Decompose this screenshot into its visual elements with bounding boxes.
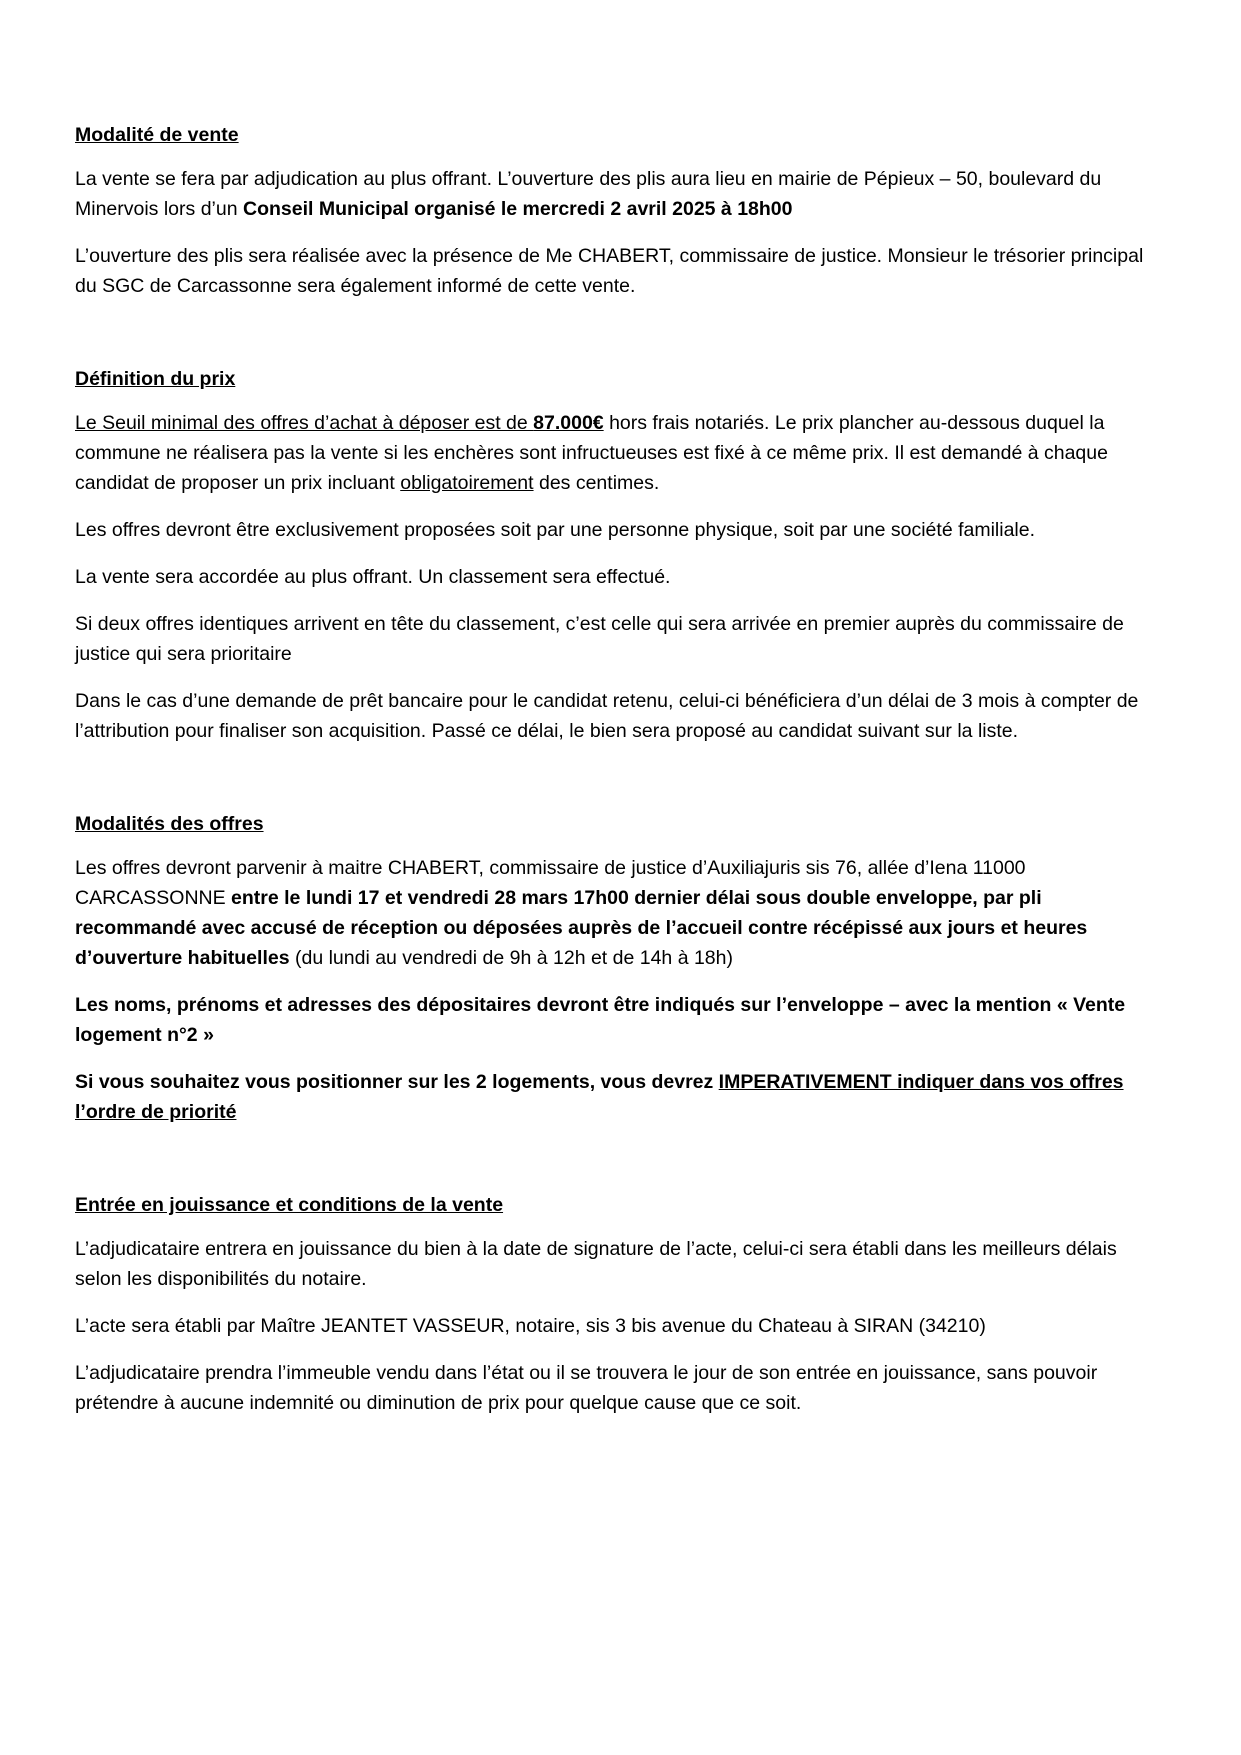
paragraph [75,408,1165,498]
document-body [75,120,1165,1435]
minimum-price: 87.000€ [533,412,604,434]
paragraph: L’adjudicataire prendra l’immeuble vendu dans l’état ou il se trouvera le jour de son entrée en jouissance, sans pouvoir prétendre à aucune indemnité ou diminution de prix pour quelque cause que ce soit. [75,1362,1098,1414]
section-heading: Modalité de vente [75,124,239,146]
underlined-text [75,412,604,434]
paragraph: L’adjudicataire entrera en jouissance du bien à la date de signature de l’acte, celui-ci sera établi dans les meilleurs délais selon les disponibilités du notaire. [75,1238,1117,1290]
section-heading: Définition du prix [75,368,236,390]
underlined-text: IMPERATIVEMENT indiquer dans vos offres l’ordre de priorité [75,1071,1124,1123]
bold-text: entre le lundi 17 et vendredi 28 mars 17h00 dernier délai sous double enveloppe, par pli recommandé avec accusé de réception ou déposées auprès de l’accueil contre récépissé aux jours et heures d’ouverture habituelles [75,887,1088,969]
paragraph: La vente sera accordée au plus offrant. Un classement sera effectué. [75,566,671,588]
section-jouissance [75,1190,1165,1418]
text-run: Les offres devront parvenir à maitre CHABERT, commissaire de justice d’Auxiliajuris sis 76, allée d’Iena 11000 CARCASSONNE [75,857,1026,909]
text-run: La vente se fera par adjudication au plus offrant. L’ouverture des plis aura lieu en mairie de Pépieux – 50, boulevard du Minervois lors d’un [75,168,1102,220]
section-spacer [75,318,1165,364]
section-definition-prix [75,364,1165,746]
section-heading: Entrée en jouissance et conditions de la vente [75,1194,504,1216]
section-spacer [75,1144,1165,1190]
paragraph: Si deux offres identiques arrivent en tête du classement, c’est celle qui sera arrivée en premier auprès du commissaire de justice qui sera prioritaire [75,613,1124,665]
section-modalites-offres [75,809,1165,1127]
paragraph: L’acte sera établi par Maître JEANTET VASSEUR, notaire, sis 3 bis avenue du Chateau à SIRAN (34210) [75,1315,986,1337]
section-spacer [75,763,1165,809]
paragraph: L’ouverture des plis sera réalisée avec la présence de Me CHABERT, commissaire de justice. Monsieur le trésorier principal du SGC de Carcassonne sera également informé de cette vente. [75,245,1144,297]
paragraph [75,853,1165,973]
paragraph: Dans le cas d’une demande de prêt bancaire pour le candidat retenu, celui-ci bénéficiera d’un délai de 3 mois à compter de l’attribution pour finaliser son acquisition. Passé ce délai, le bien sera proposé au candidat suivant sur la liste. [75,690,1139,742]
text-run: Le Seuil minimal des offres d’achat à déposer est de [75,412,534,434]
text-run: des centimes. [533,472,660,494]
underlined-text: obligatoirement [400,472,534,494]
paragraph [75,164,1165,224]
text-run: Si vous souhaitez vous positionner sur les 2 logements, vous devrez [75,1071,719,1093]
section-modalite-vente [75,120,1165,301]
paragraph: Les offres devront être exclusivement proposées soit par une personne physique, soit par une société familiale. [75,519,1036,541]
section-heading: Modalités des offres [75,813,264,835]
paragraph [75,1067,1165,1127]
text-run: (du lundi au vendredi de 9h à 12h et de 14h à 18h) [289,947,733,969]
paragraph: Les noms, prénoms et adresses des dépositaires devront être indiqués sur l’enveloppe – avec la mention « Vente logement n°2 » [75,994,1126,1046]
text-run: hors frais notariés. Le prix plancher au-dessous duquel la commune ne réalisera pas la vente si les enchères sont infructueuses est fixé à ce même prix. Il est demandé à chaque candidat de proposer un prix incluant [75,412,1108,494]
bold-text: Conseil Municipal organisé le mercredi 2 avril 2025 à 18h00 [242,198,793,220]
